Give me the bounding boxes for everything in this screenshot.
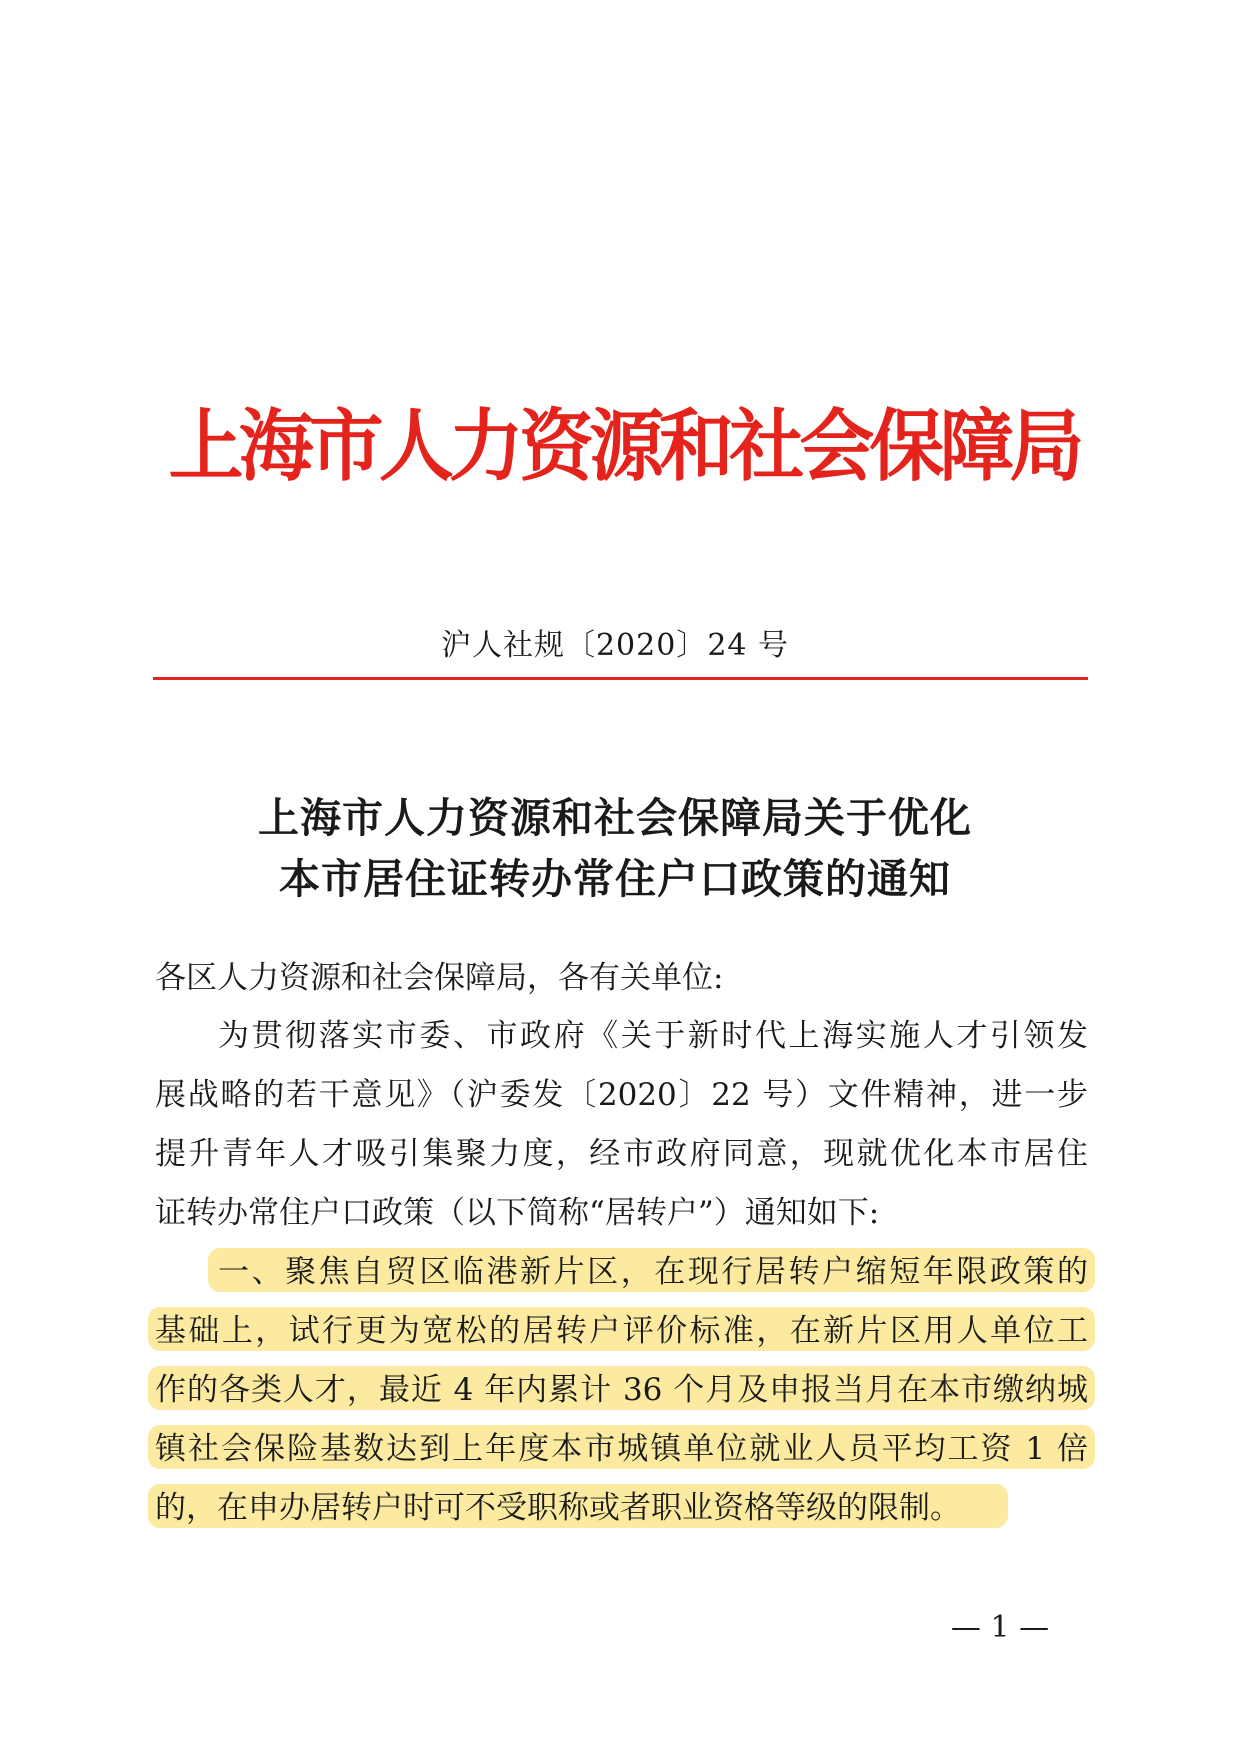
paragraph2-line-3: 作的各类人才，最近 4 年内累计 36 个月及申报当月在本市缴纳城 [155,1372,1088,1408]
title-line-1: 上海市人力资源和社会保障局关于优化 [258,794,972,842]
paragraph1-line-2: 展战略的若干意见》（沪委发〔2020〕22 号）文件精神，进一步 [155,1077,1088,1113]
page-number: — 1 — [950,1610,1050,1645]
paragraph1-line-3: 提升青年人才吸引集聚力度，经市政府同意，现就优化本市居住 [155,1136,1088,1172]
paragraph2-line-4: 镇社会保险基数达到上年度本市城镇单位就业人员平均工资 1 倍 [155,1431,1088,1467]
paragraph2-line-5: 的，在申办居转户时可不受职称或者职业资格等级的限制。 [155,1490,961,1526]
salutation: 各区人力资源和社会保障局，各有关单位: [155,960,724,996]
paragraph2-line-2: 基础上，试行更为宽松的居转户评价标准，在新片区用人单位工 [155,1313,1088,1349]
paragraph2-line-1: 一、聚焦自贸区临港新片区，在现行居转户缩短年限政策的 [218,1254,1088,1290]
title-line-2: 本市居住证转办常住户口政策的通知 [279,855,951,903]
paragraph1-line-4: 证转办常住户口政策（以下简称“居转户”）通知如下: [155,1195,880,1231]
paragraph1-line-1: 为贯彻落实市委、市政府《关于新时代上海实施人才引领发 [218,1018,1088,1054]
agency-masthead: 上海市人力资源和社会保障局 [168,402,1080,492]
red-divider-line [153,677,1088,680]
document-number: 沪人社规〔2020〕24 号 [440,628,790,663]
